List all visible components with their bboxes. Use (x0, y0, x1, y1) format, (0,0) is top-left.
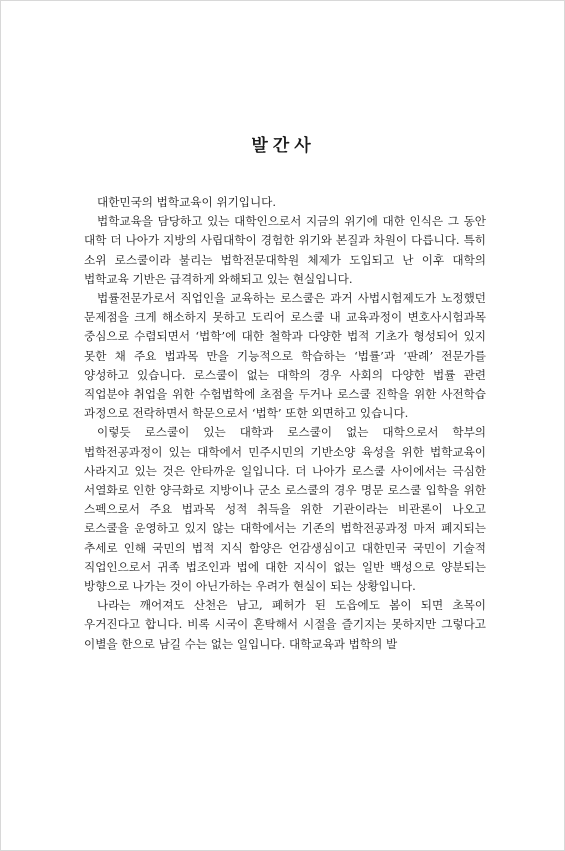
body-text (84, 193, 486, 654)
paragraph-3: 법률전문가로서 직업인을 교육하는 로스쿨은 과거 사법시험제도가 노정했던 문제점을 크게 해소하지 못하고 도리어 로스쿨 내 교육과정이 변호사시험과목 중심으로 수렴되면서 ‘법학’에 대한 철학과 다양한 법적 기초가 형성되어 있지 못한 채 주요 법과목 만을 기능적으로 학습하는 ‘법률’과 ‘판례’ 전문가를 양성하고 있습니다. 로스쿨이 없는 대학의 경우 사회의 다양한 법률 관련 직업분야 취업을 위한 수험법학에 초점을 두거나 로스쿨 진학을 위한 사전학습 과정으로 전락하면서 학문으로서 ‘법학’ 또한 외면하고 있습니다. (84, 291, 486, 421)
paragraph-2: 법학교육을 담당하고 있는 대학인으로서 지금의 위기에 대한 인식은 그 동안 대학 더 나아가 지방의 사립대학이 경험한 위기와 본질과 차원이 다릅니다. 특히 소위 로스쿨이라 불리는 법학전문대학원 체제가 도입되고 난 이후 대학의 법학교육 기반은 급격하게 와해되고 있는 현실입니다. (84, 214, 486, 286)
paragraph-4: 이렇듯 로스쿨이 있는 대학과 로스쿨이 없는 대학으로서 학부의 법학전공과정이 있는 대학에서 민주시민의 기반소양 육성을 위한 법학교육이 사라지고 있는 것은 안타까운 일입니다. 더 나아가 로스쿨 사이에서는 극심한 서열화로 인한 양극화로 지방이나 군소 로스쿨의 경우 명문 로스쿨 입학을 위한 스펙으로서 주요 법과목 성적 취득을 위한 기관이라는 비관론이 나오고 로스쿨을 운영하고 있지 않는 대학에서는 기존의 법학전공과정 마저 폐지되는 추세로 인해 국민의 법적 지식 함양은 언감생심이고 대한민국 국민이 기술적 직업인으로서 귀족 법조인과 법에 대한 지식이 없는 일반 백성으로 양분되는 방향으로 나가는 것이 아닌가하는 우려가 현실이 되는 상황입니다. (84, 425, 486, 594)
paragraph-1: 대한민국의 법학교육이 위기입니다. (97, 195, 277, 209)
page-title: 발간사 (251, 136, 316, 156)
paragraph-5: 나라는 깨어져도 산천은 남고, 폐허가 된 도읍에도 봄이 되면 초목이 우거진다고 합니다. 비록 시국이 혼탁해서 시절을 즐기지는 못하지만 그렇다고 이별을 한으로 남길 수는 없는 일입니다. 대학교육과 법학의 발 (84, 598, 486, 651)
